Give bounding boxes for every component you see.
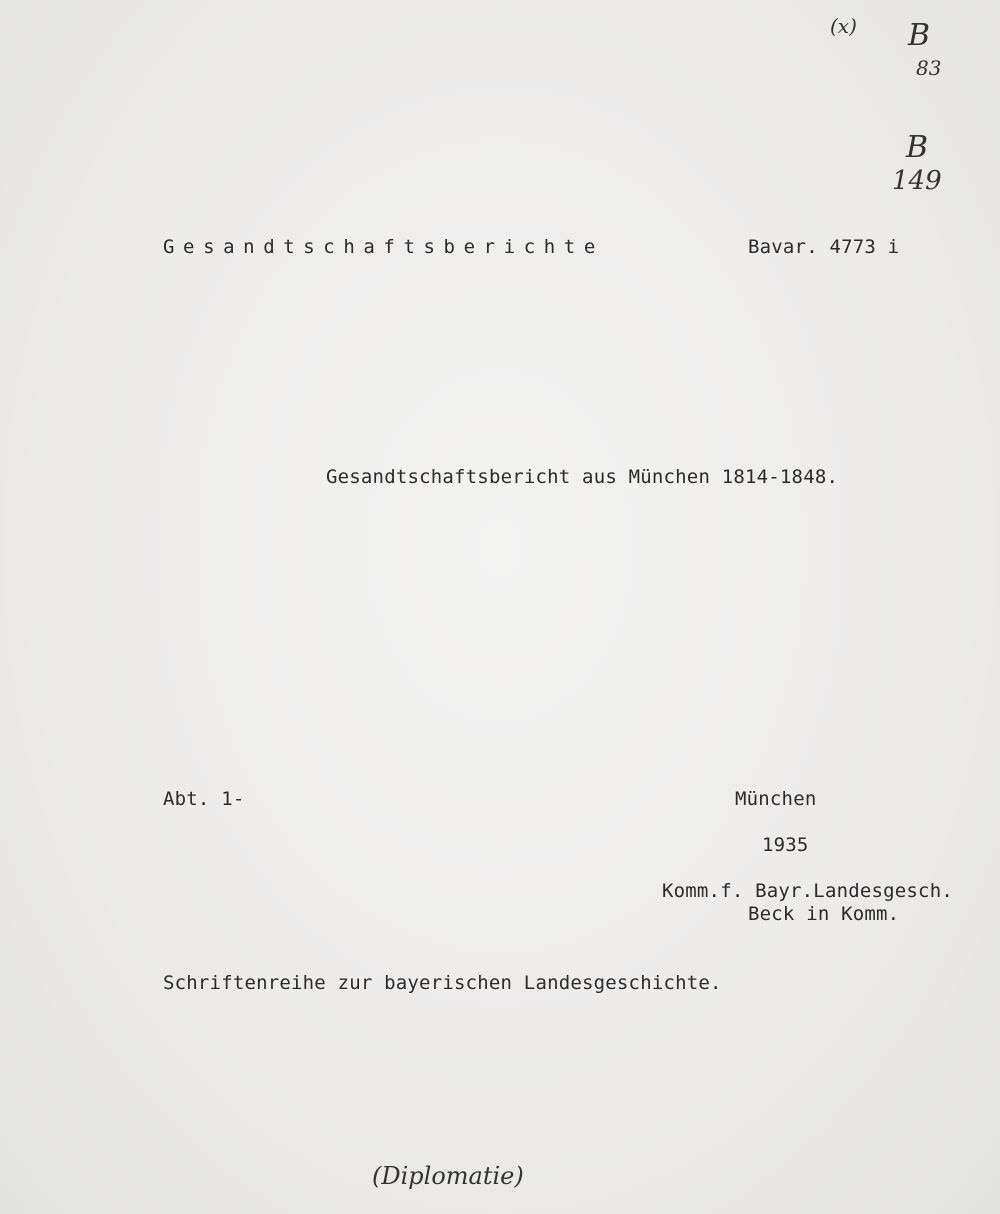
handwritten-note-diplomatie: (Diplomatie)	[372, 1162, 524, 1190]
publication-year: 1935	[762, 834, 809, 856]
handwritten-number-149: 149	[892, 166, 942, 196]
handwritten-number-83: 83	[916, 56, 942, 80]
series-statement: Schriftenreihe zur bayerischen Landesgeschichte.	[163, 972, 722, 994]
shelfmark: Bavar. 4773 i	[748, 236, 900, 258]
main-title: Gesandtschaftsbericht aus München 1814-1848.	[326, 466, 839, 488]
handwritten-mark-x: (x)	[830, 14, 857, 38]
publisher-line-2: Beck in Komm.	[748, 903, 900, 925]
series-title: Gesandtschaftsberichte	[163, 236, 604, 258]
section-number: Abt. 1-	[163, 788, 245, 810]
publication-place: München	[735, 788, 817, 810]
handwritten-letter-b-top: B	[908, 18, 931, 53]
publisher-line-1: Komm.f. Bayr.Landesgesch.	[662, 880, 953, 902]
handwritten-letter-b-second: B	[906, 130, 929, 165]
